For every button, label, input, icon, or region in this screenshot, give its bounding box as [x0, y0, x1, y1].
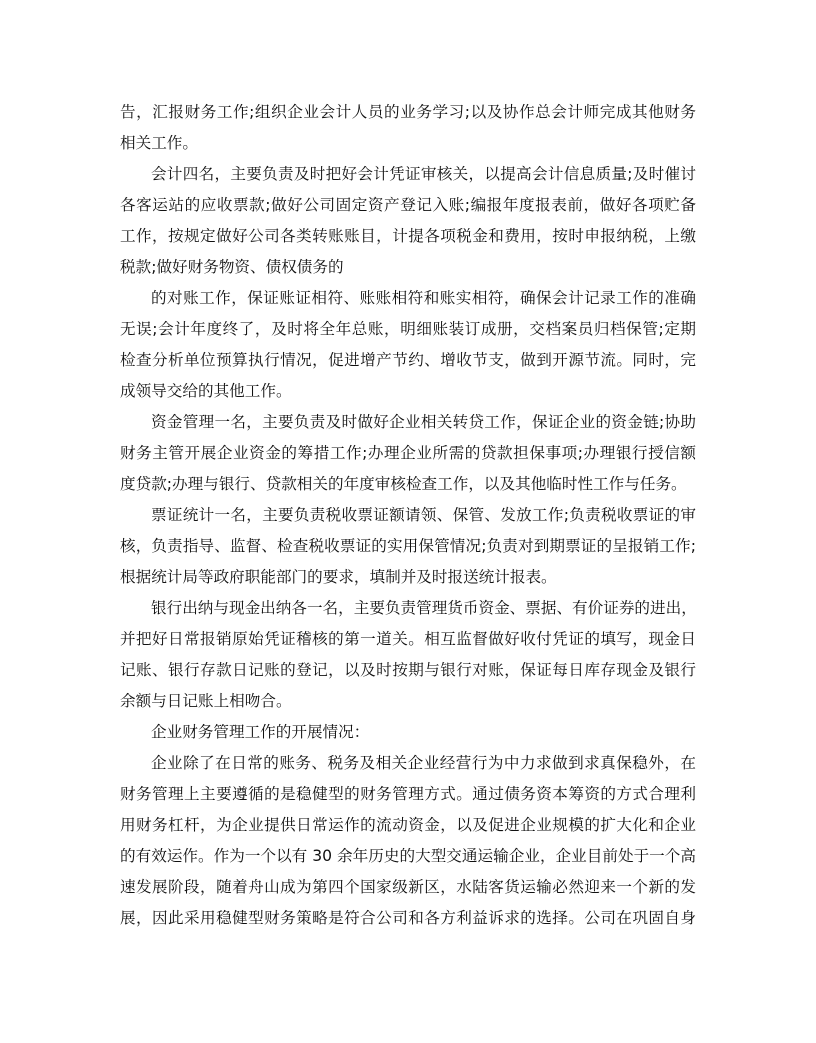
text-line: 检查分析单位预算执行情况，促进增产节约、增收节支，做到开源节流。同时，完 [120, 351, 696, 369]
text-line: 展，因此采用稳健型财务策略是符合公司和各方利益诉求的选择。公司在巩固自身 [120, 909, 696, 927]
text-line: 财务主管开展企业资金的筹措工作;办理企业所需的贷款担保事项;办理银行授信额 [120, 444, 696, 462]
text-line: 资金管理一名，主要负责及时做好企业相关转贷工作，保证企业的资金链;协助 [151, 413, 696, 431]
paragraph-6 [120, 593, 696, 717]
text-line: 税款;做好财务物资、债权债务的 [120, 258, 344, 276]
text-line: 度贷款;办理与银行、贷款相关的年度审核检查工作，以及其他临时性工作与任务。 [120, 475, 687, 493]
section-heading-line: 企业财务管理工作的开展情况： [151, 723, 370, 741]
text-line: 财务管理上主要遵循的是稳健型的财务管理方式。通过债务资本筹资的方式合理利 [120, 785, 696, 803]
text-line: 的有效运作。作为一个以有 30 余年历史的大型交通运输企业，企业目前处于一个高 [120, 847, 696, 865]
paragraph-4 [120, 407, 696, 500]
text-line: 核，负责指导、监督、检查税收票证的实用保管情况;负责对到期票证的呈报销工作; [120, 537, 696, 555]
paragraph-3 [120, 283, 696, 407]
paragraph-2 [120, 159, 696, 283]
paragraph-8 [120, 748, 696, 934]
document-body [120, 97, 696, 934]
text-line: 用财务杠杆，为企业提供日常运作的流动资金，以及促进企业规模的扩大化和企业 [120, 816, 696, 834]
text-line: 并把好日常报销原始凭证稽核的第一道关。相互监督做好收付凭证的填写，现金日 [120, 630, 696, 648]
text-line: 各客运站的应收票款;做好公司固定资产登记入账;编报年度报表前，做好各项贮备 [120, 196, 696, 214]
text-line: 工作，按规定做好公司各类转账账目，计提各项税金和费用，按时申报纳税，上缴 [120, 227, 696, 245]
text-line: 根据统计局等政府职能部门的要求，填制并及时报送统计报表。 [120, 568, 557, 586]
paragraph-5 [120, 500, 696, 593]
text-line: 记账、银行存款日记账的登记，以及时按期与银行对账，保证每日库存现金及银行 [120, 661, 696, 679]
paragraph-7 [120, 717, 696, 748]
text-line: 票证统计一名，主要负责税收票证额请领、保管、发放工作;负责税收票证的审 [151, 506, 696, 524]
text-line: 相关工作。 [120, 134, 198, 152]
text-line: 的对账工作，保证账证相符、账账相符和账实相符，确保会计记录工作的准确 [151, 289, 696, 307]
text-line: 无误;会计年度终了，及时将全年总账，明细账装订成册，交档案员归档保管;定期 [120, 320, 696, 338]
text-line: 会计四名，主要负责及时把好会计凭证审核关，以提高会计信息质量;及时催讨 [151, 165, 696, 183]
text-line: 银行出纳与现金出纳各一名，主要负责管理货币资金、票据、有价证券的进出， [151, 599, 697, 617]
text-line: 余额与日记账上相吻合。 [120, 692, 292, 710]
text-line: 企业除了在日常的账务、税务及相关企业经营行为中力求做到求真保稳外，在 [151, 754, 696, 772]
paragraph-1 [120, 97, 696, 159]
text-line: 告，汇报财务工作;组织企业会计人员的业务学习;以及协作总会计师完成其他财务 [120, 103, 696, 121]
text-line: 速发展阶段，随着舟山成为第四个国家级新区，水陆客货运输必然迎来一个新的发 [120, 878, 696, 896]
text-line: 成领导交给的其他工作。 [120, 382, 292, 400]
